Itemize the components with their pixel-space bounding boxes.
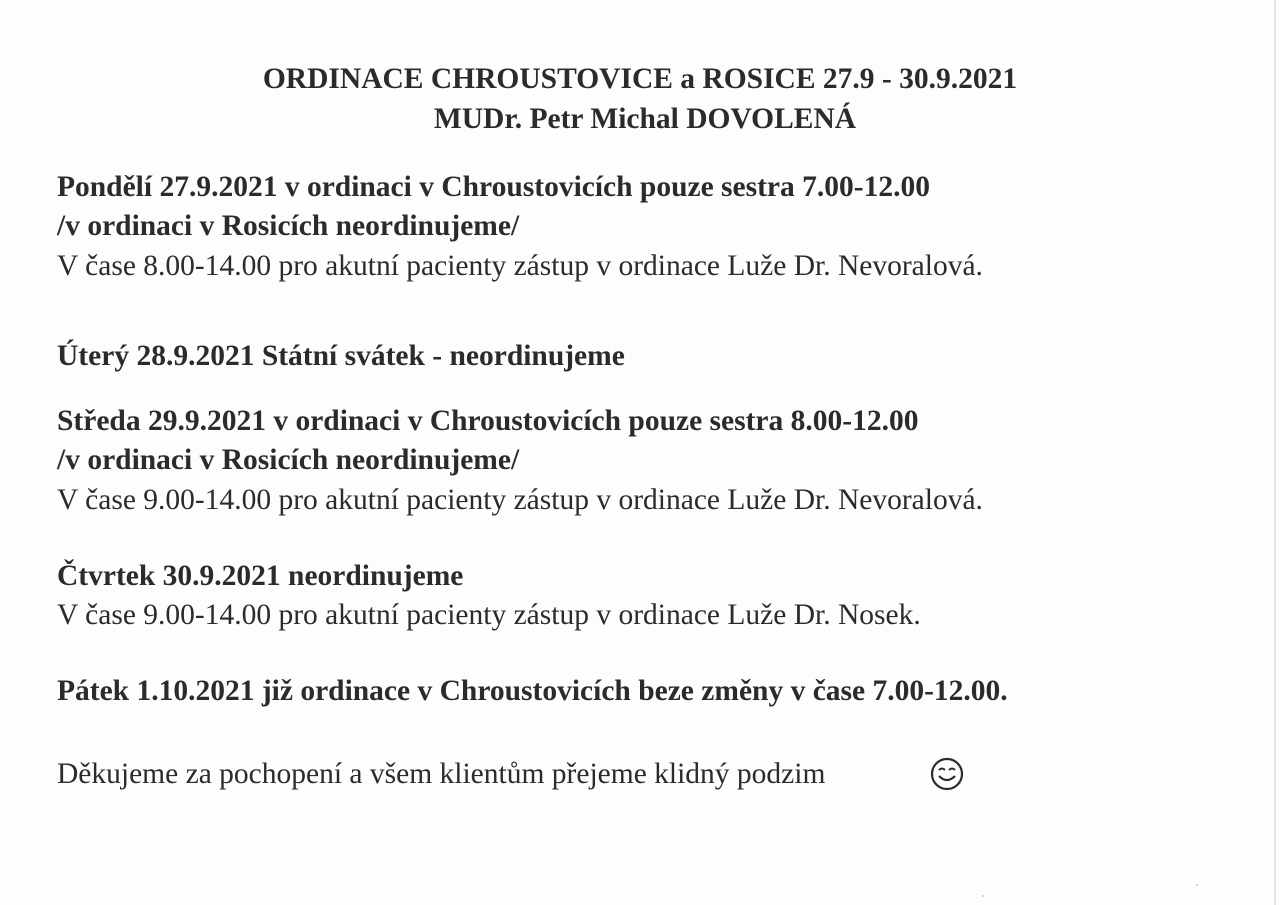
thursday-heading: Čtvrtek 30.9.2021 neordinujeme [57, 560, 464, 592]
monday-heading: Pondělí 27.9.2021 v ordinaci v Chroustovicích pouze sestra 7.00-12.00 [57, 171, 930, 203]
friday-heading: Pátek 1.10.2021 již ordinace v Chroustovicích beze změny v čase 7.00-12.00. [57, 675, 1008, 707]
wednesday-rosice-note: /v ordinaci v Rosicích neordinujeme/ [57, 444, 520, 476]
document-subtitle: MUDr. Petr Michal DOVOLENÁ [433, 103, 857, 135]
wednesday-heading: Středa 29.9.2021 v ordinaci v Chroustovicích pouze sestra 8.00-12.00 [57, 405, 919, 437]
monday-rosice-note: /v ordinaci v Rosicích neordinujeme/ [57, 210, 520, 242]
smiley-icon [930, 757, 964, 791]
monday-substitute-note: V čase 8.00-14.00 pro akutní pacienty zástup v ordinace Luže Dr. Nevoralová. [57, 250, 983, 282]
thursday-substitute-note: V čase 9.00-14.00 pro akutní pacienty zástup v ordinace Luže Dr. Nosek. [57, 599, 921, 631]
wednesday-substitute-note: V čase 9.00-14.00 pro akutní pacienty zástup v ordinace Luže Dr. Nevoralová. [57, 484, 983, 516]
scan-speck [1196, 884, 1198, 886]
scan-speck [982, 895, 984, 897]
document-title: ORDINACE CHROUSTOVICE a ROSICE 27.9 - 30.9.2021 [262, 63, 1018, 95]
tuesday-heading: Úterý 28.9.2021 Státní svátek - neordinujeme [57, 340, 625, 372]
closing-text: Děkujeme za pochopení a všem klientům přejeme klidný podzim [57, 758, 826, 790]
